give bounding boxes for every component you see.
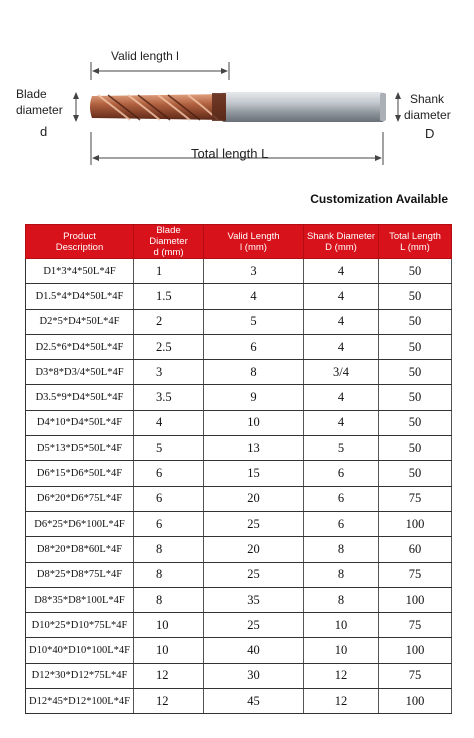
cell-shank-diameter: 8 bbox=[304, 562, 379, 587]
cell-total-length: 50 bbox=[379, 360, 452, 385]
table-row bbox=[26, 537, 452, 562]
cell-total-length: 100 bbox=[379, 587, 452, 612]
cell-product-description: D2*5*D4*50L*4F bbox=[26, 309, 134, 334]
cell-blade-diameter: 1.5 bbox=[134, 284, 204, 309]
cell-valid-length: 20 bbox=[204, 486, 304, 511]
end-mill-diagram bbox=[0, 0, 474, 180]
cell-product-description: D5*13*D5*50L*4F bbox=[26, 436, 134, 461]
cell-product-description: D2.5*6*D4*50L*4F bbox=[26, 334, 134, 359]
table-row bbox=[26, 410, 452, 435]
table-row bbox=[26, 663, 452, 688]
cell-product-description: D12*30*D12*75L*4F bbox=[26, 663, 134, 688]
cell-product-description: D6*15*D6*50L*4F bbox=[26, 461, 134, 486]
cell-total-length: 50 bbox=[379, 259, 452, 284]
table-row bbox=[26, 461, 452, 486]
cell-total-length: 50 bbox=[379, 461, 452, 486]
flutes bbox=[90, 94, 226, 120]
table-row bbox=[26, 436, 452, 461]
cell-shank-diameter: 8 bbox=[304, 587, 379, 612]
cell-shank-diameter: 5 bbox=[304, 436, 379, 461]
cell-total-length: 50 bbox=[379, 284, 452, 309]
cell-shank-diameter: 6 bbox=[304, 511, 379, 536]
cell-product-description: D10*40*D10*100L*4F bbox=[26, 638, 134, 663]
cell-valid-length: 10 bbox=[204, 410, 304, 435]
cell-valid-length: 9 bbox=[204, 385, 304, 410]
cell-total-length: 50 bbox=[379, 385, 452, 410]
cell-blade-diameter: 10 bbox=[134, 613, 204, 638]
cell-product-description: D1*3*4*50L*4F bbox=[26, 259, 134, 284]
cell-valid-length: 35 bbox=[204, 587, 304, 612]
cell-blade-diameter: 3 bbox=[134, 360, 204, 385]
cell-valid-length: 25 bbox=[204, 562, 304, 587]
cell-shank-diameter: 4 bbox=[304, 309, 379, 334]
cell-shank-diameter: 3/4 bbox=[304, 360, 379, 385]
cell-blade-diameter: 8 bbox=[134, 537, 204, 562]
cell-blade-diameter: 8 bbox=[134, 587, 204, 612]
cell-valid-length: 13 bbox=[204, 436, 304, 461]
cell-valid-length: 15 bbox=[204, 461, 304, 486]
cell-blade-diameter: 8 bbox=[134, 562, 204, 587]
cell-valid-length: 8 bbox=[204, 360, 304, 385]
cell-blade-diameter: 1 bbox=[134, 259, 204, 284]
cell-product-description: D6*20*D6*75L*4F bbox=[26, 486, 134, 511]
table-row bbox=[26, 689, 452, 714]
cell-product-description: D6*25*D6*100L*4F bbox=[26, 511, 134, 536]
cell-shank-diameter: 12 bbox=[304, 689, 379, 714]
shank-diameter-label-line2: diameter bbox=[404, 108, 451, 122]
cell-shank-diameter: 10 bbox=[304, 613, 379, 638]
cell-total-length: 75 bbox=[379, 663, 452, 688]
header-blade-diameter: Blade Diameter d (mm) bbox=[134, 225, 204, 259]
cell-total-length: 50 bbox=[379, 334, 452, 359]
cell-shank-diameter: 4 bbox=[304, 385, 379, 410]
table-row bbox=[26, 360, 452, 385]
table-row bbox=[26, 638, 452, 663]
blade-diameter-dimension bbox=[73, 92, 79, 122]
table-row bbox=[26, 486, 452, 511]
table-row bbox=[26, 511, 452, 536]
header-product-description: Product Description bbox=[26, 225, 134, 259]
cell-valid-length: 25 bbox=[204, 511, 304, 536]
shank bbox=[222, 92, 384, 122]
cell-blade-diameter: 10 bbox=[134, 638, 204, 663]
cell-blade-diameter: 6 bbox=[134, 511, 204, 536]
table-row bbox=[26, 334, 452, 359]
cell-valid-length: 6 bbox=[204, 334, 304, 359]
cell-total-length: 100 bbox=[379, 638, 452, 663]
cell-shank-diameter: 6 bbox=[304, 461, 379, 486]
valid-length-dimension bbox=[91, 62, 229, 80]
cell-shank-diameter: 8 bbox=[304, 537, 379, 562]
cell-total-length: 60 bbox=[379, 537, 452, 562]
cell-valid-length: 40 bbox=[204, 638, 304, 663]
cell-total-length: 50 bbox=[379, 436, 452, 461]
shank-diameter-dimension bbox=[395, 92, 401, 122]
cell-total-length: 100 bbox=[379, 689, 452, 714]
cell-blade-diameter: 5 bbox=[134, 436, 204, 461]
cell-total-length: 75 bbox=[379, 486, 452, 511]
cell-product-description: D4*10*D4*50L*4F bbox=[26, 410, 134, 435]
table-row bbox=[26, 284, 452, 309]
shank-diameter-symbol: D bbox=[425, 126, 435, 141]
header-valid-length: Valid Length l (mm) bbox=[204, 225, 304, 259]
blade-diameter-label-line2: diameter bbox=[16, 103, 63, 117]
cell-product-description: D3*8*D3/4*50L*4F bbox=[26, 360, 134, 385]
cell-valid-length: 20 bbox=[204, 537, 304, 562]
cell-valid-length: 5 bbox=[204, 309, 304, 334]
table-row bbox=[26, 562, 452, 587]
spec-table bbox=[25, 224, 452, 714]
cell-blade-diameter: 2 bbox=[134, 309, 204, 334]
cell-blade-diameter: 2.5 bbox=[134, 334, 204, 359]
cell-total-length: 50 bbox=[379, 309, 452, 334]
cell-blade-diameter: 12 bbox=[134, 689, 204, 714]
header-shank-diameter: Shank Diameter D (mm) bbox=[304, 225, 379, 259]
table-row bbox=[26, 309, 452, 334]
table-row bbox=[26, 587, 452, 612]
table-row bbox=[26, 613, 452, 638]
blade-diameter-symbol: d bbox=[40, 124, 48, 139]
table-row bbox=[26, 385, 452, 410]
cell-blade-diameter: 3.5 bbox=[134, 385, 204, 410]
cell-blade-diameter: 4 bbox=[134, 410, 204, 435]
cell-shank-diameter: 4 bbox=[304, 259, 379, 284]
cell-shank-diameter: 10 bbox=[304, 638, 379, 663]
cell-product-description: D12*45*D12*100L*4F bbox=[26, 689, 134, 714]
header-total-length: Total Length L (mm) bbox=[379, 225, 452, 259]
cell-blade-diameter: 6 bbox=[134, 461, 204, 486]
cell-valid-length: 25 bbox=[204, 613, 304, 638]
cell-valid-length: 30 bbox=[204, 663, 304, 688]
table-row bbox=[26, 259, 452, 284]
cell-product-description: D1.5*4*D4*50L*4F bbox=[26, 284, 134, 309]
cell-shank-diameter: 6 bbox=[304, 486, 379, 511]
cell-product-description: D8*20*D8*60L*4F bbox=[26, 537, 134, 562]
total-length-label: Total length L bbox=[191, 146, 269, 161]
cell-product-description: D8*25*D8*75L*4F bbox=[26, 562, 134, 587]
cell-valid-length: 45 bbox=[204, 689, 304, 714]
cell-valid-length: 4 bbox=[204, 284, 304, 309]
cell-blade-diameter: 6 bbox=[134, 486, 204, 511]
cell-shank-diameter: 4 bbox=[304, 334, 379, 359]
table-header-row bbox=[26, 225, 452, 259]
cell-product-description: D8*35*D8*100L*4F bbox=[26, 587, 134, 612]
cell-blade-diameter: 12 bbox=[134, 663, 204, 688]
cell-total-length: 75 bbox=[379, 562, 452, 587]
customization-caption: Customization Available bbox=[310, 192, 448, 206]
cell-product-description: D3.5*9*D4*50L*4F bbox=[26, 385, 134, 410]
shank-diameter-label-line1: Shank bbox=[410, 92, 445, 106]
cell-shank-diameter: 4 bbox=[304, 284, 379, 309]
cell-total-length: 50 bbox=[379, 410, 452, 435]
cell-valid-length: 3 bbox=[204, 259, 304, 284]
blade-diameter-label-line1: Blade bbox=[16, 87, 47, 101]
cell-total-length: 100 bbox=[379, 511, 452, 536]
spec-table-body bbox=[26, 259, 452, 714]
cell-product-description: D10*25*D10*75L*4F bbox=[26, 613, 134, 638]
cell-shank-diameter: 12 bbox=[304, 663, 379, 688]
cell-shank-diameter: 4 bbox=[304, 410, 379, 435]
valid-length-label: Valid length l bbox=[111, 49, 179, 63]
cell-total-length: 75 bbox=[379, 613, 452, 638]
